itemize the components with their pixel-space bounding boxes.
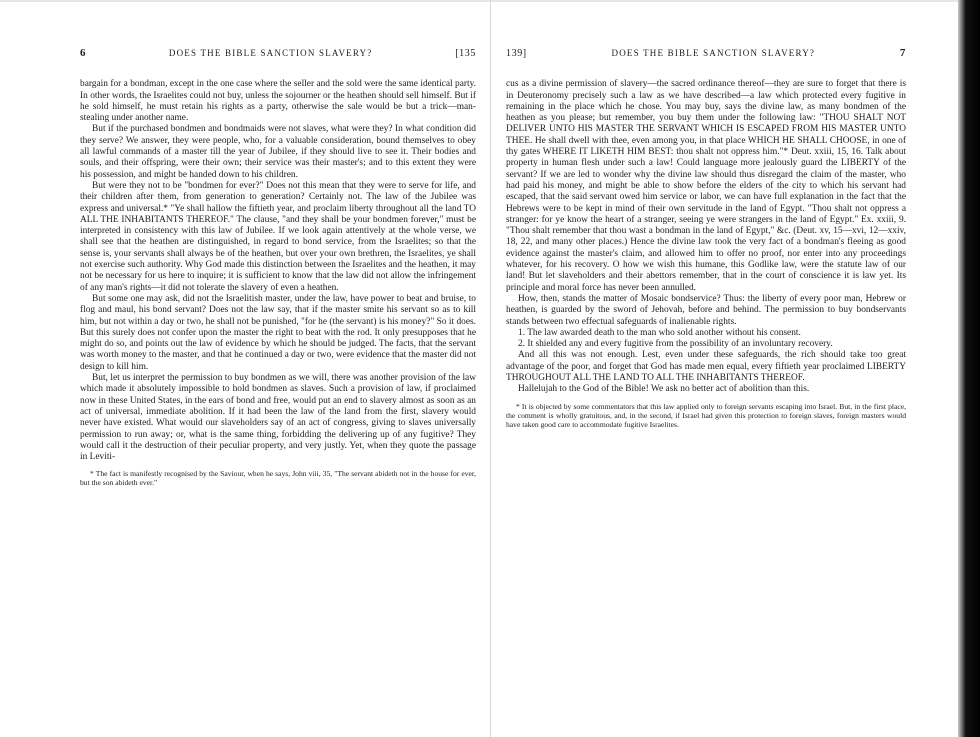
page-gutter [490, 0, 491, 737]
left-page [80, 48, 476, 688]
left-page-header [80, 48, 476, 59]
right-paragraph-6: Hallelujah to the God of the Bible! We ask no better act of abolition than this. [518, 384, 810, 395]
left-running-title: DOES THE BIBLE SANCTION SLAVERY? [168, 48, 373, 58]
right-bracket-number: 139] [506, 48, 527, 59]
book-binding-edge [958, 0, 980, 737]
right-footnote: * It is objected by some commentators that this law applied only to foreign servants escaping into Israel. But, in the first place, the comment is wholly gratuitous, and, in the second, if Israel had given this protection to foreign slaves, foreign masters would have taken good care to accommodate fugitive Israelites. [506, 401, 906, 429]
left-paragraph-4: But some one may ask, did not the Israelitish master, under the law, have power to beat and bruise, to flog and maul, his bond servant? Does not the law say, that if the master smite his servant so as to kill him, but not within a day or two, he shall not be punished, "for he (the servant) is his money?" So it does. But this surely does not confer upon the master the right to beat with the rod. It only presupposes that he might do so, and points out the law of evidence by which he should be judged. The facts, that the servant was worth money to the master, and that he continued a day or two, were evidence that the master did not design to kill him. [80, 293, 476, 372]
right-page-header [506, 48, 906, 59]
left-bracket-number: [135 [455, 48, 476, 59]
left-paragraph-1: bargain for a bondman, except in the one case where the seller and the sold were the same identical party. In other words, the Israelites could not buy, unless the sojourner or the heathen should sell himself. But if he sold himself, he must retain his rights as a party, otherwise the sale would be but a trick—man-stealing under another name. [80, 79, 476, 124]
left-paragraph-2: But if the purchased bondmen and bondmaids were not slaves, what were they? In what condition did they serve? We answer, they were people, who, for a valuable consideration, bound themselves to obey all lawful commands of a master till the year of Jubilee, if they should live to see it. Their bodies and souls, and their offspring, were their own; their service was their master's; and to this extent they were his possession, and might be handed down to his children. [80, 124, 476, 180]
right-running-title: DOES THE BIBLE SANCTION SLAVERY? [611, 48, 816, 58]
right-paragraph-2: How, then, stands the matter of Mosaic bondservice? Thus: the liberty of every poor man, Hebrew or heathen, is guarded by the sword of Jehovah, before and behind. The permission to buy bondservants stands between two effectual safeguards of inalienable rights. [506, 293, 906, 327]
left-paragraph-3: But were they not to be "bondmen for ever?" Does not this mean that they were to serve for life, and their children after them, from generation to generation? Certainly not. The law of the Jubilee was express and universal.* "Ye shall hallow the fiftieth year, and proclaim liberty throughout all the land TO ALL THE INHABITANTS THEREOF." The clause, "and they shall be your bondmen forever," must be interpreted in consistency with this law of Jubilee. If we look again attentively at the whole verse, we shall see that the heathen are distinguished, in regard to bond service, from the Israelites; so that the sense is, your servants shall always be of the heathen, but over your own brethren, the Israelites, ye shall not exercise such authority. Why God made this distinction between the Israelites and the heathen, it may not be necessary for us here to inquire; it is sufficient to know that the law did not allow the infringement of any man's rights—it did not tolerate the slavery of even a heathen. [80, 180, 476, 293]
right-paragraph-1: cus as a divine permission of slavery—the sacred ordinance thereof—they are sure to forget that there is in Deuteronomy precisely such a law as we have described—a law which protected every fugitive in remaining in the place which he chose. You may buy, says the divine law, as many bondmen of the heathen as you please; but remember, you buy them under the following law: "THOU SHALT NOT DELIVER UNTO HIS MASTER THE SERVANT WHICH IS ESCAPED FROM HIS MASTER UNTO THEE. He shall dwell with thee, even among you, in that place WHICH HE SHALL CHOOSE, in one of thy gates WHERE IT LIKETH HIM BEST: thou shalt not oppress him."* Deut. xxiii, 15, 16. Talk about property in human flesh under such a law! Could language more jealously guard the LIBERTY of the servant? If we are led to wonder why the divine law should thus disregard the claim of the master, who had paid his money, and might be able to show before the elders of the city to which his servant had escaped, that the said servant owed him service or labor, we can have full explanation in the fact that the Hebrews were to be kept in mind of their own servitude in the land of Egypt. "Thou shalt not oppress a stranger: for ye know the heart of a stranger, seeing ye were strangers in the land of Egypt." Ex. xxiii, 9. "Thou shalt remember that thou wast a bondman in the land of Egypt," &c. (Deut. xv, 15—xvi, 12—xxiv, 18, 22, and many other places.) Hence the divine law took the very fact of a bondman's fleeing as good evidence against the master's claim, and allowed him to offer no proof, nor enter into any proceedings whatever, for his recovery. O how we wish this humane, this Godlike law, were the statute law of our land! But let slaveholders and their abettors remember, that in the court of conscience it is law yet. Its principle and moral force has never been annulled. [506, 79, 906, 293]
right-paragraph-3: 1. The law awarded death to the man who sold another without his consent. [518, 327, 801, 338]
left-footnote: * The fact is manifestly recognised by the Saviour, when he says, John viii, 35, "The servant abideth not in the house for ever, but the son abideth ever." [80, 469, 476, 488]
right-page-number: 7 [899, 47, 906, 59]
right-paragraph-5: And all this was not enough. Lest, even under these safeguards, the rich should take too great advantage of the poor, and forget that God has made men equal, every fiftieth year proclaimed LIBERTY THROUGHOUT ALL THE LAND TO ALL THE INHABITANTS THEREOF. [506, 350, 906, 384]
right-paragraph-4: 2. It shielded any and every fugitive from the possibility of an involuntary recovery. [518, 339, 833, 350]
right-page [506, 48, 906, 688]
left-paragraph-5: But, let us interpret the permission to buy bondmen as we will, there was another provision of the law which made it absolutely impossible to hold bondmen as slaves. Such a provision of law, if proclaimed now in these United States, in the ears of bond and free, would put an end to slavery almost as soon as an act of universal, immediate abolition. If it had been the law of the land from the first, slavery would never have existed. What would our slaveholders say of an act of congress, giving to slaves universally permission to run away; or, what is the same thing, forbidding the delivering up of any fugitive? They would call it the destruction of their peculiar property, and very justly. Yet, when they quote the passage in Leviti- [80, 373, 476, 463]
left-page-number: 6 [80, 47, 87, 59]
